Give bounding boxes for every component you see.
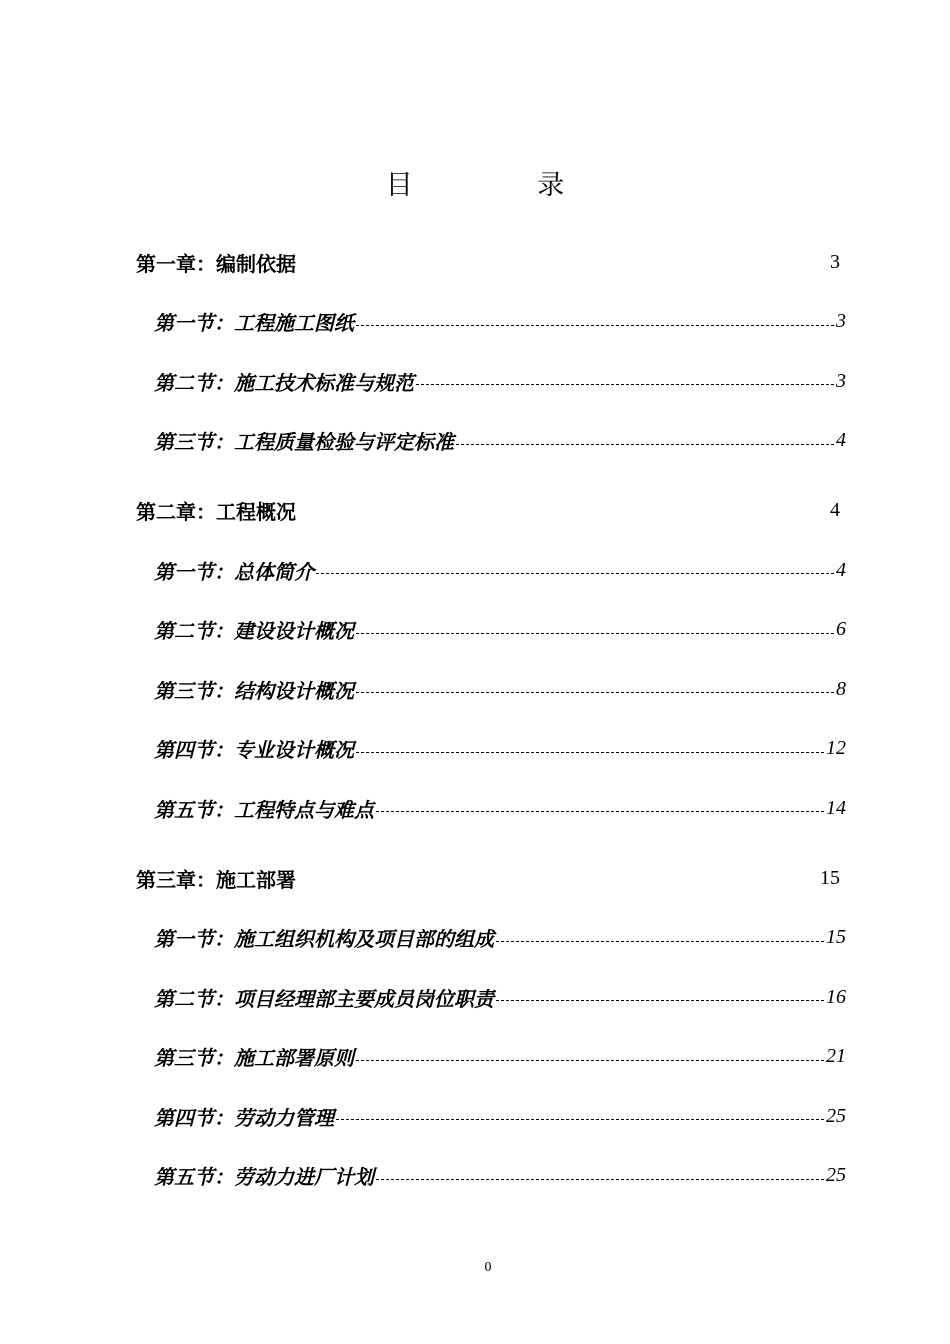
section-title: 第三节：施工部署原则 <box>154 1046 354 1071</box>
section-title: 第一节：工程施工图纸 <box>154 311 354 336</box>
section-title: 第五节：劳动力进厂计划 <box>154 1165 374 1190</box>
dot-leader <box>356 691 834 693</box>
dot-leader <box>376 1178 824 1180</box>
spacer <box>136 471 846 481</box>
chapter-page-number: 15 <box>820 866 840 889</box>
dot-leader <box>416 383 834 385</box>
toc-section[interactable] <box>136 660 846 720</box>
toc-section[interactable] <box>136 1087 846 1147</box>
toc-chapter[interactable] <box>136 848 846 908</box>
section-title: 第三节：工程质量检验与评定标准 <box>154 430 454 455</box>
section-page-number: 16 <box>826 985 846 1008</box>
section-title: 第四节：劳动力管理 <box>154 1105 334 1130</box>
dot-leader <box>496 999 824 1001</box>
table-of-contents <box>136 232 846 1206</box>
toc-section[interactable] <box>136 541 846 601</box>
section-page-number: 14 <box>826 796 846 819</box>
toc-section[interactable] <box>136 968 846 1028</box>
dot-leader <box>376 810 824 812</box>
toc-chapter[interactable] <box>136 232 846 292</box>
section-page-number: 3 <box>836 310 846 333</box>
section-title: 第二节：建设设计概况 <box>154 619 354 644</box>
dot-leader <box>356 751 824 753</box>
section-title: 第三节：结构设计概况 <box>154 678 354 703</box>
dot-leader <box>316 572 834 574</box>
dot-leader <box>456 443 834 445</box>
section-page-number: 21 <box>826 1045 846 1068</box>
section-title: 第一节：施工组织机构及项目部的组成 <box>154 927 494 952</box>
chapter-page-number: 4 <box>830 499 840 521</box>
toc-section[interactable] <box>136 908 846 968</box>
chapter-page-number: 3 <box>830 250 840 273</box>
toc-section[interactable] <box>136 352 846 412</box>
section-title: 第一节：总体简介 <box>154 559 314 584</box>
toc-chapter[interactable] <box>136 481 846 541</box>
section-page-number: 15 <box>826 926 846 949</box>
section-page-number: 25 <box>826 1164 846 1187</box>
section-page-number: 8 <box>836 677 846 700</box>
spacer <box>136 838 846 848</box>
dot-leader <box>356 632 834 634</box>
section-page-number: 12 <box>826 737 846 760</box>
section-title: 第二节：施工技术标准与规范 <box>154 370 414 395</box>
dot-leader <box>496 940 824 942</box>
toc-section[interactable] <box>136 600 846 660</box>
section-title: 第四节：专业设计概况 <box>154 738 354 763</box>
dot-leader <box>336 1118 824 1120</box>
toc-section[interactable] <box>136 411 846 471</box>
section-page-number: 6 <box>836 618 846 641</box>
section-page-number: 25 <box>826 1104 846 1127</box>
section-page-number: 4 <box>836 429 846 452</box>
toc-section[interactable] <box>136 719 846 779</box>
chapter-title: 第三章：施工部署 <box>136 867 296 892</box>
chapter-title: 第二章：工程概况 <box>136 500 296 524</box>
section-title: 第五节：工程特点与难点 <box>154 797 374 822</box>
section-page-number: 4 <box>836 558 846 581</box>
dot-leader <box>356 1059 824 1061</box>
dot-leader <box>356 324 834 326</box>
toc-section[interactable] <box>136 1146 846 1206</box>
footer-page-number: 0 <box>484 1260 492 1275</box>
page-title: 目 录 <box>385 170 623 201</box>
section-title: 第二节：项目经理部主要成员岗位职责 <box>154 986 494 1011</box>
toc-section[interactable] <box>136 779 846 839</box>
section-page-number: 3 <box>836 369 846 392</box>
chapter-title: 第一章：编制依据 <box>136 251 296 276</box>
toc-section[interactable] <box>136 292 846 352</box>
toc-section[interactable] <box>136 1027 846 1087</box>
